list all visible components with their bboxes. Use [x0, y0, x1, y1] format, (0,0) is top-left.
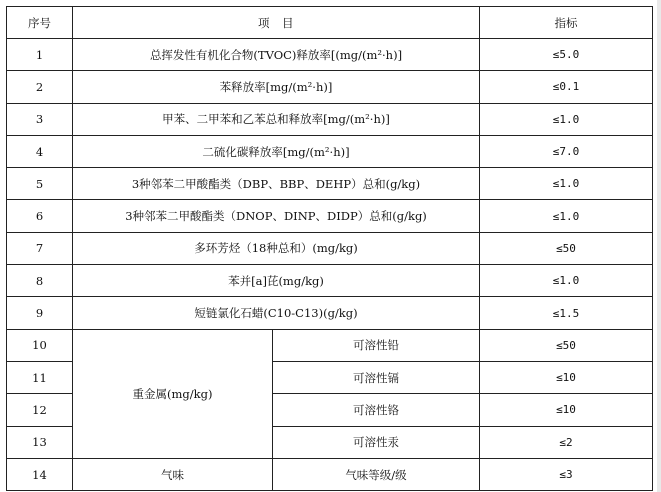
- row-no: 9: [7, 297, 73, 329]
- row-no: 4: [7, 135, 73, 167]
- row-subitem: 可溶性铬: [273, 394, 480, 426]
- header-value: 指标: [480, 7, 653, 39]
- row-value: ≤10: [480, 394, 653, 426]
- table-row: [7, 297, 653, 329]
- odor-label: 气味: [73, 458, 273, 490]
- row-subitem: 可溶性铅: [273, 329, 480, 361]
- spec-table: [6, 6, 653, 491]
- row-value: ≤1.0: [480, 168, 653, 200]
- row-no: 13: [7, 426, 73, 458]
- row-no: 1: [7, 39, 73, 71]
- table-row: [7, 135, 653, 167]
- row-no: 11: [7, 361, 73, 393]
- row-no: 7: [7, 232, 73, 264]
- row-item: 总挥发性有机化合物(TVOC)释放率[(mg/(m²·h)]: [73, 39, 480, 71]
- row-value: ≤1.0: [480, 265, 653, 297]
- row-value: ≤1.0: [480, 103, 653, 135]
- table-row: [7, 265, 653, 297]
- row-value: ≤50: [480, 329, 653, 361]
- page-edge: [657, 0, 661, 492]
- row-no: 2: [7, 71, 73, 103]
- table-row: [7, 458, 653, 490]
- row-item: 短链氯化石蜡(C10-C13)(g/kg): [73, 297, 480, 329]
- row-no: 5: [7, 168, 73, 200]
- row-item: 二硫化碳释放率[mg/(m²·h)]: [73, 135, 480, 167]
- row-value: ≤2: [480, 426, 653, 458]
- row-no: 12: [7, 394, 73, 426]
- table-header: [7, 7, 653, 39]
- table-row: [7, 232, 653, 264]
- header-item: 项 目: [73, 7, 480, 39]
- header-row: [7, 7, 653, 39]
- row-item: 多环芳烃（18种总和）(mg/kg): [73, 232, 480, 264]
- row-no: 10: [7, 329, 73, 361]
- heavy-metals-group-label: 重金属(mg/kg): [73, 329, 273, 458]
- row-no: 14: [7, 458, 73, 490]
- row-item: 苯释放率[mg/(m²·h)]: [73, 71, 480, 103]
- row-value: ≤0.1: [480, 71, 653, 103]
- table-row: [7, 103, 653, 135]
- table-row: [7, 329, 653, 361]
- table-row: [7, 39, 653, 71]
- row-value: ≤50: [480, 232, 653, 264]
- row-item: 3种邻苯二甲酸酯类（DBP、BBP、DEHP）总和(g/kg): [73, 168, 480, 200]
- table-row: [7, 200, 653, 232]
- row-item: 3种邻苯二甲酸酯类（DNOP、DINP、DIDP）总和(g/kg): [73, 200, 480, 232]
- odor-sub-label: 气味等级/级: [273, 458, 480, 490]
- table-body: [7, 39, 653, 491]
- row-subitem: 可溶性镉: [273, 361, 480, 393]
- row-value: ≤1.0: [480, 200, 653, 232]
- row-no: 8: [7, 265, 73, 297]
- row-value: ≤1.5: [480, 297, 653, 329]
- row-no: 6: [7, 200, 73, 232]
- table-row: [7, 168, 653, 200]
- row-value: ≤10: [480, 361, 653, 393]
- row-item: 苯并[a]芘(mg/kg): [73, 265, 480, 297]
- row-value: ≤5.0: [480, 39, 653, 71]
- header-no: 序号: [7, 7, 73, 39]
- row-subitem: 可溶性汞: [273, 426, 480, 458]
- row-no: 3: [7, 103, 73, 135]
- row-item: 甲苯、二甲苯和乙苯总和释放率[mg/(m²·h)]: [73, 103, 480, 135]
- row-value: ≤7.0: [480, 135, 653, 167]
- table-row: [7, 71, 653, 103]
- row-value: ≤3: [480, 458, 653, 490]
